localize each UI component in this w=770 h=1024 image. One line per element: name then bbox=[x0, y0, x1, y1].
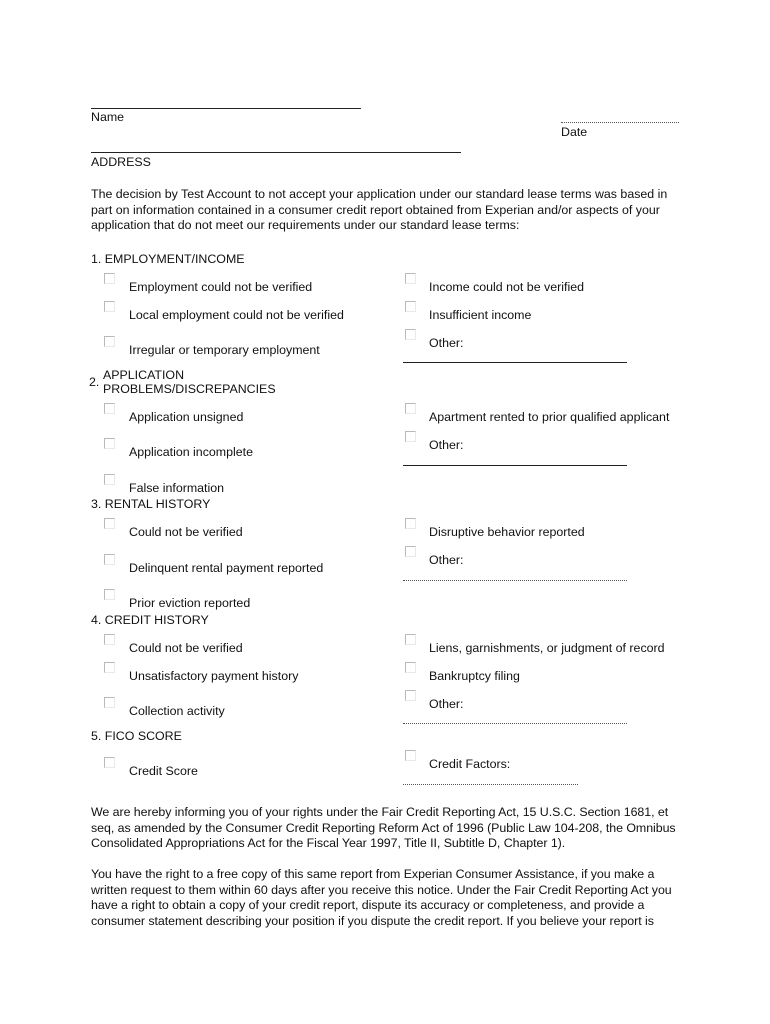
label-bankruptcy: Bankruptcy filing bbox=[429, 669, 520, 683]
section-title-application-line2: PROBLEMS/DISCREPANCIES bbox=[103, 382, 276, 396]
section-title-rental: 3. RENTAL HISTORY bbox=[91, 497, 211, 511]
address-line[interactable] bbox=[91, 152, 461, 153]
checkbox-credit-factors[interactable] bbox=[405, 750, 416, 761]
address-label: ADDRESS bbox=[91, 155, 151, 169]
label-rental-not-verified: Could not be verified bbox=[129, 525, 243, 539]
label-credit-factors: Credit Factors: bbox=[429, 757, 511, 771]
label-apartment-rented: Apartment rented to prior qualified applicant bbox=[429, 410, 670, 424]
rental-other-line[interactable] bbox=[403, 580, 627, 581]
label-delinquent-rental: Delinquent rental payment reported bbox=[129, 561, 324, 575]
label-prior-eviction: Prior eviction reported bbox=[129, 596, 251, 610]
section-title-credit: 4. CREDIT HISTORY bbox=[91, 613, 209, 627]
section-title-application-line1: APPLICATION bbox=[103, 368, 185, 382]
name-line[interactable] bbox=[91, 108, 361, 109]
checkbox-insufficient-income[interactable] bbox=[405, 301, 416, 312]
checkbox-bankruptcy[interactable] bbox=[405, 662, 416, 673]
label-collection-activity: Collection activity bbox=[129, 704, 225, 718]
date-label: Date bbox=[561, 125, 588, 139]
label-employment-other: Other: bbox=[429, 336, 464, 350]
checkbox-credit-score[interactable] bbox=[104, 757, 115, 768]
label-false-information: False information bbox=[129, 481, 225, 495]
credit-other-line[interactable] bbox=[403, 723, 627, 724]
checkbox-application-other[interactable] bbox=[405, 431, 416, 442]
label-income-not-verified: Income could not be verified bbox=[429, 280, 584, 294]
checkbox-local-employment[interactable] bbox=[104, 301, 115, 312]
label-disruptive-behavior: Disruptive behavior reported bbox=[429, 525, 585, 539]
section-title-fico: 5. FICO SCORE bbox=[91, 729, 182, 743]
label-application-unsigned: Application unsigned bbox=[129, 410, 244, 424]
label-insufficient-income: Insufficient income bbox=[429, 308, 532, 322]
label-application-other: Other: bbox=[429, 438, 464, 452]
label-unsatisfactory-payment: Unsatisfactory payment history bbox=[129, 669, 299, 683]
employment-other-line[interactable] bbox=[403, 362, 627, 363]
rights-paragraph: We are hereby informing you of your rights under the Fair Credit Reporting Act, 15 U.S.C. Section 1681, et seq, as amended by the Consumer Credit Reporting Reform Act of 1996 (Public Law 104-208, the Omnibus Consolidated Appropriations Act for the Fiscal Year 1997, Title II, Subtitle D, Chapter 1). bbox=[91, 805, 676, 851]
checkbox-irregular-employment[interactable] bbox=[104, 336, 115, 347]
checkbox-disruptive-behavior[interactable] bbox=[405, 518, 416, 529]
name-label: Name bbox=[91, 110, 125, 124]
label-irregular-employment: Irregular or temporary employment bbox=[129, 343, 320, 357]
checkbox-employment-other[interactable] bbox=[405, 329, 416, 340]
label-rental-other: Other: bbox=[429, 553, 464, 567]
checkbox-application-unsigned[interactable] bbox=[104, 403, 115, 414]
intro-paragraph: The decision by Test Account to not accept your application under our standard lease terms was based in part on information contained in a consumer credit report obtained from Experian and/or aspects of your application that do not meet our requirements under our standard lease terms: bbox=[91, 187, 668, 233]
label-credit-other: Other: bbox=[429, 697, 464, 711]
label-credit-score: Credit Score bbox=[129, 764, 198, 778]
checkbox-apartment-rented[interactable] bbox=[405, 403, 416, 414]
checkbox-credit-other[interactable] bbox=[405, 690, 416, 701]
checkbox-application-incomplete[interactable] bbox=[104, 438, 115, 449]
credit-factors-line[interactable] bbox=[403, 784, 578, 785]
checkbox-liens[interactable] bbox=[405, 634, 416, 645]
section-number-application: 2. bbox=[89, 375, 100, 389]
checkbox-delinquent-rental[interactable] bbox=[104, 554, 115, 565]
free-copy-paragraph: You have the right to a free copy of this same report from Experian Consumer Assistance, if you make a written request to them within 60 days after you receive this notice. Under the Fair Credit Reporting Act you have a right to obtain a copy of your credit report, dispute its accuracy or completeness, and provide a consumer statement describing your position if you dispute the credit report. If you believe your report is bbox=[91, 867, 672, 928]
label-credit-not-verified: Could not be verified bbox=[129, 641, 243, 655]
label-local-employment: Local employment could not be verified bbox=[129, 308, 344, 322]
checkbox-false-information[interactable] bbox=[104, 474, 115, 485]
checkbox-income-not-verified[interactable] bbox=[405, 273, 416, 284]
label-application-incomplete: Application incomplete bbox=[129, 445, 253, 459]
date-line[interactable] bbox=[561, 122, 679, 123]
label-employment-not-verified: Employment could not be verified bbox=[129, 280, 313, 294]
application-other-line[interactable] bbox=[403, 465, 627, 466]
checkbox-rental-not-verified[interactable] bbox=[104, 518, 115, 529]
label-liens: Liens, garnishments, or judgment of record bbox=[429, 641, 665, 655]
checkbox-unsatisfactory-payment[interactable] bbox=[104, 662, 115, 673]
checkbox-rental-other[interactable] bbox=[405, 546, 416, 557]
checkbox-prior-eviction[interactable] bbox=[104, 589, 115, 600]
checkbox-collection-activity[interactable] bbox=[104, 697, 115, 708]
checkbox-credit-not-verified[interactable] bbox=[104, 634, 115, 645]
checkbox-employment-not-verified[interactable] bbox=[104, 273, 115, 284]
section-title-employment: 1. EMPLOYMENT/INCOME bbox=[91, 252, 245, 266]
